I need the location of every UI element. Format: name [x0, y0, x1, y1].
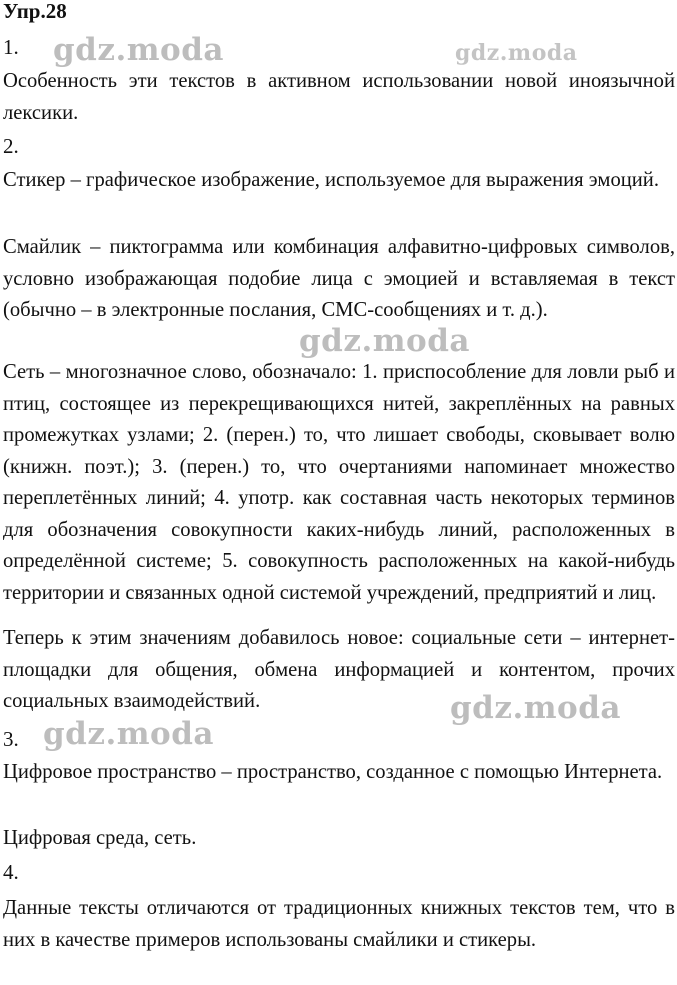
section-number: 2. — [3, 134, 19, 158]
paragraph: Особенность эти текстов в активном использовании новой иноязычной лексики. — [3, 70, 675, 124]
section-number: 3. — [3, 727, 19, 751]
watermark: gdz.moda — [43, 716, 214, 752]
watermark: gdz.moda — [455, 40, 578, 66]
paragraph: Цифровая среда, сеть. — [3, 827, 197, 849]
watermark: gdz.moda — [450, 690, 621, 726]
paragraph: Смайлик – пиктограмма или комбинация алфавитно-цифровых символов, условно изображающая подобие лица с эмоцией и вставляемая в текст (обычно – в электронные послания, СМС-сообщениях и т. д.). — [3, 236, 675, 321]
watermark: gdz.moda — [299, 323, 470, 359]
paragraph: Стикер – графическое изображение, используемое для выражения эмоций. — [3, 169, 659, 191]
watermark: gdz.moda — [53, 32, 224, 68]
paragraph: Данные тексты отличаются от традиционных книжных текстов тем, что в них в качестве примеров использованы смайлики и стикеры. — [3, 897, 675, 951]
exercise-title: Упр.28 — [3, 0, 67, 23]
section-number: 1. — [3, 35, 19, 59]
paragraph: Теперь к этим значениям добавилось новое: социальные сети – интернет-площадки для общения, обмена информацией и контентом, прочих социальных взаимодействий. — [3, 627, 675, 712]
section-number: 4. — [3, 860, 19, 884]
paragraph: Цифровое пространство – пространство, созданное с помощью Интернета. — [3, 761, 663, 783]
paragraph: Сеть – многозначное слово, обозначало: 1. приспособление для ловли рыб и птиц, состоящее из перекрещивающихся нитей, закреплённых на равных промежутках узлами; 2. (перен.) то, что лишает свободы, сковывает волю (книжн. поэт.); 3. (перен.) то, что очертаниями напоминает множество переплетённых линий; 4. употр. как составная часть некоторых терминов для обозначения совокупности каких-нибудь линий, расположенных в определённой системе; 5. совокупность расположенных на какой-нибудь территории и связанных одной системой учреждений, предприятий и лиц. — [3, 361, 675, 604]
